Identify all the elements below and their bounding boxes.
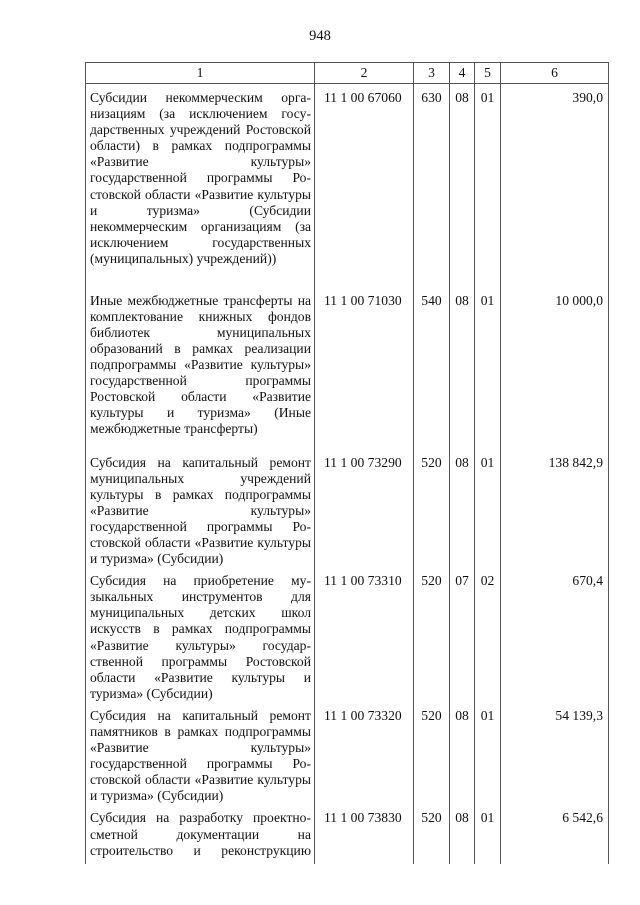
header-col-2: 2 [315,63,414,84]
row-amount: 390,0 [501,84,609,287]
row-col3: 520 [414,804,450,864]
row-col4: 08 [450,449,475,568]
row-col3: 540 [414,287,450,449]
table-row [86,287,609,449]
header-col-5: 5 [475,63,501,84]
header-col-4: 4 [450,63,475,84]
row-col4: 08 [450,804,475,864]
row-amount: 10 000,0 [501,287,609,449]
row-col5: 01 [475,804,501,864]
row-col3: 520 [414,449,450,568]
table-header [86,63,609,84]
row-col3: 520 [414,702,450,805]
row-col4: 08 [450,287,475,449]
row-col5: 01 [475,287,501,449]
header-col-6: 6 [501,63,609,84]
row-col4: 08 [450,84,475,287]
row-description: Субсидия на капитальный ремонт памятников в рамках подпрограммы «Развитие культуры» государственной программы Ростовской области «Развитие культуры и туризма» (Субсидии) [86,702,315,805]
row-code: 11 1 00 71030 [315,287,414,449]
row-col4: 08 [450,702,475,805]
row-code: 11 1 00 73320 [315,702,414,805]
row-description: Субсидия на капитальный ремонт муниципальных учреждений культуры в рамках подпрограммы «Развитие культуры» государственной программы Ростовской области «Развитие культуры и туризма» (Субсидии) [86,449,315,568]
row-col5: 02 [475,567,501,702]
row-description: Субсидия на разработку проектно-сметной документации на строительство и реконструкцию [86,804,315,864]
row-description: Субсидии некоммерческим организациям (за исключением государственных учреждений Ростовской области) в рамках подпрограммы «Развитие культуры» государственной программы Ростовской области «Развитие культуры и туризма» (Субсидии некоммерческим организациям (за исключением государственных (муниципальных) учреждений)) [86,84,315,287]
row-amount: 138 842,9 [501,449,609,568]
page-number: 948 [309,28,331,44]
table-row [86,449,609,568]
row-col5: 01 [475,449,501,568]
row-code: 11 1 00 67060 [315,84,414,287]
table-row [86,702,609,805]
row-col4: 07 [450,567,475,702]
table-row [86,567,609,702]
budget-table [85,62,609,864]
row-code: 11 1 00 73290 [315,449,414,568]
header-col-3: 3 [414,63,450,84]
row-col3: 520 [414,567,450,702]
table-body [86,84,609,865]
row-code: 11 1 00 73310 [315,567,414,702]
row-description: Иные межбюджетные трансферты на комплектование книжных фондов библиотек муниципальных образований в рамках реализации подпрограммы «Развитие культуры» государственной программы Ростовской области «Развитие культуры и туризма» (Иные межбюджетные трансферты) [86,287,315,449]
table-row [86,804,609,864]
row-col5: 01 [475,702,501,805]
row-description: Субсидия на приобретение музыкальных инструментов для муниципальных детских школ искусств в рамках подпрограммы «Развитие культуры» государственной программы Ростовской области «Развитие культуры и туризма» (Субсидии) [86,567,315,702]
row-col5: 01 [475,84,501,287]
row-amount: 54 139,3 [501,702,609,805]
table-row [86,84,609,287]
header-row [86,63,609,84]
row-code: 11 1 00 73830 [315,804,414,864]
row-col3: 630 [414,84,450,287]
row-amount: 670,4 [501,567,609,702]
header-col-1: 1 [86,63,315,84]
row-amount: 6 542,6 [501,804,609,864]
